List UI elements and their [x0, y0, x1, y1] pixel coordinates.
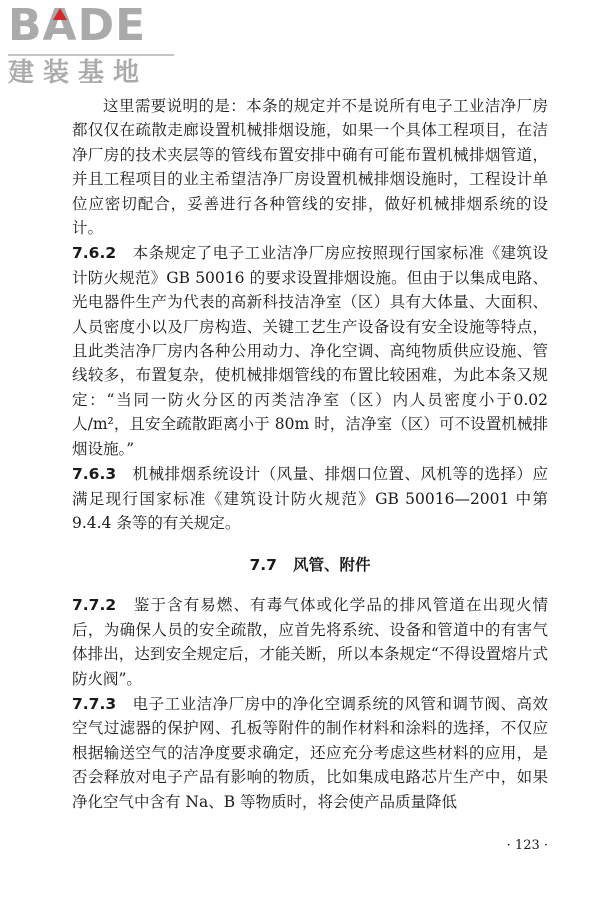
- logo-wordmark: BADE: [8, 0, 147, 51]
- clause-7-7-3: [72, 692, 548, 814]
- section-heading: [72, 553, 548, 577]
- clause-7-7-2: [72, 593, 548, 691]
- clause-text: 鉴于含有易燃、有毒气体或化学品的排风管道在出现火情后，为确保人员的安全疏散，应首先将系统、设备和管道中的有害气体排出，达到安全规定后，才能关断，所以本条规定“不得设置熔片式防火阀”。: [72, 596, 548, 688]
- clause-number: 7.7.3: [72, 694, 117, 713]
- page-number: · 123 ·: [506, 838, 548, 853]
- clause-number: 7.7.2: [72, 596, 117, 615]
- logo-divider: [8, 54, 174, 56]
- intro-paragraph: 这里需要说明的是：本条的规定并不是说所有电子工业洁净厂房都仅仅在疏散走廊设置机械排烟设施，如果一个具体工程项目，在洁净厂房的技术夹层等的管线布置安排中确有可能布置机械排烟管道，并且工程项目的业主希望洁净厂房设置机械排烟设施时，工程设计单位应密切配合，妥善进行各种管线的安排，做好机械排烟系统的设计。: [72, 97, 548, 238]
- clause-text: 机械排烟系统设计（风量、排烟口位置、风机等的选择）应满足现行国家标准《建筑设计防火规范》GB 50016—2001 中第9.4.4 条等的有关规定。: [72, 465, 548, 532]
- clause-text: 本条规定了电子工业洁净厂房应按照现行国家标准《建筑设计防火规范》GB 50016 的要求设置排烟设施。但由于以集成电路、光电器件生产为代表的高新科技洁净室（区）具有大体量、大面积、人员密度小以及厂房构造、关键工艺生产设备设有安全设施等特点，且此类洁净厂房内各种公用动力、净化空调、高纯物质供应设施、管线较多，布置复杂，使机械排烟管线的布置比较困难，为此本条又规定：“当同一防火分区的丙类洁净室（区）内人员密度小于0.02 人/m²，且安全疏散距离小于 80m 时，洁净室（区）可不设置机械排烟设施。”: [72, 244, 548, 458]
- section-number: 7.7: [249, 556, 277, 575]
- clause-number: 7.6.2: [72, 244, 117, 263]
- section-title: 风管、附件: [292, 556, 371, 575]
- clause-text: 电子工业洁净厂房中的净化空调系统的风管和调节阀、高效空气过滤器的保护网、孔板等附件的制作材料和涂料的选择，不仅应根据输送空气的洁净度要求确定，还应充分考虑这些材料的应用，是否会释放对电子产品有影响的物质，比如集成电路芯片生产中，如果净化空气中含有 Na、B 等物质时，将会使产品质量降低: [72, 694, 548, 811]
- clause-7-6-3: [72, 462, 548, 535]
- page-content: [72, 94, 548, 814]
- clause-number: 7.6.3: [72, 465, 117, 484]
- bade-logo: [8, 0, 178, 90]
- logo-subtitle: 建装基地: [8, 58, 149, 88]
- clause-7-6-2: [72, 241, 548, 461]
